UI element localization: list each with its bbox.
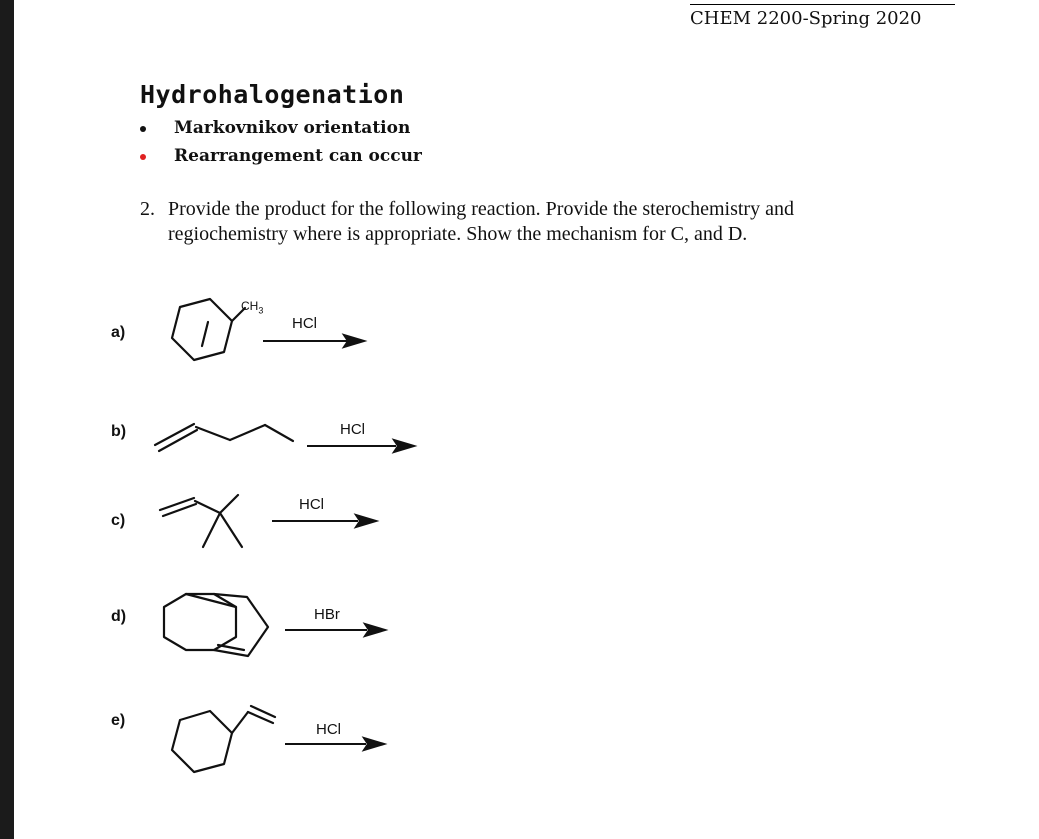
structure-c — [160, 495, 242, 547]
question-line-1: Provide the product for the following reaction. Provide the sterochemistry and — [168, 198, 794, 220]
ch3-label: $CH_3$ — [241, 299, 264, 316]
reaction-label-a: a) — [111, 324, 126, 341]
reaction-label-d: d) — [111, 608, 127, 625]
structures-diagram — [14, 0, 1039, 839]
question-line-2: regiochemistry where is appropriate. Show the mechanism for C, and D. — [168, 223, 748, 245]
question-number: 2. — [140, 198, 155, 220]
worksheet-page — [14, 0, 1039, 839]
section-title: Hydrohalogenation — [140, 80, 405, 109]
reaction-label-e: e) — [111, 712, 126, 729]
bullet-text: Markovnikov orientation — [174, 118, 411, 138]
reagent-a: HCl — [292, 315, 317, 332]
reaction-label-b: b) — [111, 423, 127, 440]
reaction-label-c: c) — [111, 512, 126, 529]
course-header: CHEM 2200-Spring 2020 — [690, 8, 922, 29]
structure-a — [172, 299, 245, 360]
structure-d — [164, 594, 268, 656]
reagent-e: HCl — [316, 721, 341, 738]
reagent-b: HCl — [340, 421, 365, 438]
structure-e — [172, 706, 275, 772]
bullet-text: Rearrangement can occur — [174, 146, 422, 166]
reagent-d: HBr — [314, 606, 340, 623]
structure-b — [155, 424, 293, 451]
reagent-c: HCl — [299, 496, 324, 513]
